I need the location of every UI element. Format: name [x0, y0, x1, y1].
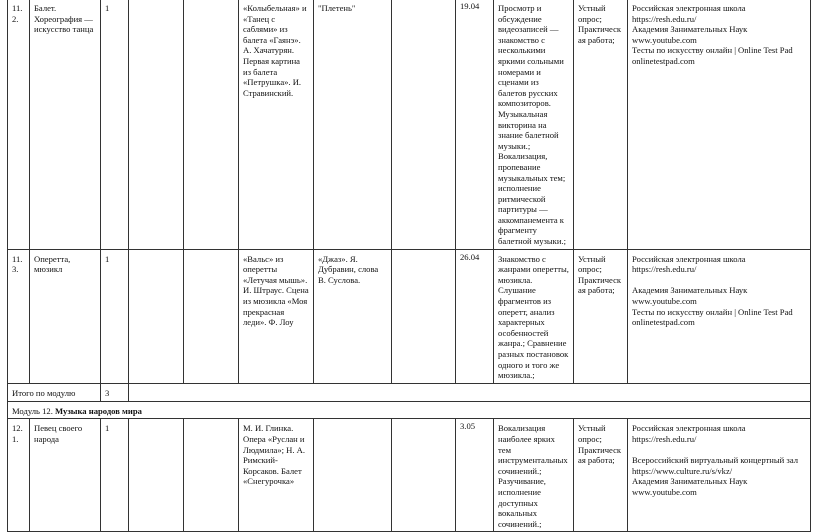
lesson-hours: 1 — [101, 0, 129, 249]
lesson-resources: Российская электронная школа https://resh.edu.ru/ Всероссийский виртуальный концертный зал https://www.culture.ru/s/vkz/ Академия Занимательных Наук www.youtube.com — [628, 419, 811, 532]
table-row — [8, 249, 811, 383]
lesson-repertoire: М. И. Глинка. Опера «Руслан и Людмила»; Н. А. Римский-Корсаков. Балет «Снегурочка» — [239, 419, 314, 532]
empty-cell — [392, 249, 456, 383]
lesson-date: 19.04 — [456, 0, 494, 249]
lesson-date: 26.04 — [456, 249, 494, 383]
lesson-topic: Оперетта, мюзикл — [30, 249, 101, 383]
module-prefix: Модуль 12. — [12, 405, 53, 416]
lesson-hours: 1 — [101, 249, 129, 383]
lesson-number: 12.1. — [8, 419, 30, 532]
table-row — [8, 0, 811, 249]
lesson-resources: Российская электронная школа https://resh.edu.ru/ Академия Занимательных Наук www.youtube.com Тесты по искусству онлайн | Online Test Pad onlinetestpad.com — [628, 249, 811, 383]
lesson-topic: Певец своего народа — [30, 419, 101, 532]
empty-cell — [392, 419, 456, 532]
module-title: Музыка народов мира — [55, 405, 142, 416]
empty-cell — [129, 419, 184, 532]
table-row — [8, 419, 811, 532]
lesson-number: 11.3. — [8, 249, 30, 383]
lesson-date: 3.05 — [456, 419, 494, 532]
lesson-repertoire: «Вальс» из оперетты «Летучая мышь». И. Штраус. Сцена из мюзикла «Моя прекрасная леди». Ф. Лоу — [239, 249, 314, 383]
empty-cell — [129, 383, 811, 401]
lesson-song — [314, 419, 392, 532]
empty-cell — [392, 0, 456, 249]
empty-cell — [184, 419, 239, 532]
module-header — [8, 401, 811, 419]
empty-cell — [129, 0, 184, 249]
empty-cell — [129, 249, 184, 383]
module-header-row — [8, 401, 811, 419]
module-total-label: Итого по модулю — [8, 383, 101, 401]
module-total-row — [8, 383, 811, 401]
lesson-resources: Российская электронная школа https://resh.edu.ru/ Академия Занимательных Наук www.youtube.com Тесты по искусству онлайн | Online Test Pad onlinetestpad.com — [628, 0, 811, 249]
lesson-control: Устный опрос; Практическая работа; — [574, 249, 628, 383]
lesson-activities: Знакомство с жанрами оперетты, мюзикла. Слушание фрагментов из оперетт, анализ характерных особенностей жанра.; Сравнение разных постановок одного и того же мюзикла.; — [494, 249, 574, 383]
lesson-song: «Джаз». Я. Дубравин, слова В. Суслова. — [314, 249, 392, 383]
lesson-topic: Балет. Хореография — искусство танца — [30, 0, 101, 249]
empty-cell — [184, 0, 239, 249]
lesson-control: Устный опрос; Практическая работа; — [574, 0, 628, 249]
module-total-hours: 3 — [101, 383, 129, 401]
lesson-repertoire: «Колыбельная» и «Танец с саблями» из балета «Гаянэ». А. Хачатурян. Первая картина из балета «Петрушка». И. Стравинский. — [239, 0, 314, 249]
lesson-hours: 1 — [101, 419, 129, 532]
lesson-song: "Плетень" — [314, 0, 392, 249]
lesson-control: Устный опрос; Практическая работа; — [574, 419, 628, 532]
lesson-activities: Просмотр и обсуждение видеозаписей — знакомство с несколькими яркими сольными номерами и сценами из балетов русских композиторов. Музыкальная викторина на знание балетной музыки.; Вокализация, пропевание музыкальных тем; исполнение ритмической партитуры — аккомпанемента к фрагменту балетной музыки.; — [494, 0, 574, 249]
lesson-activities: Вокализация наиболее ярких тем инструментальных сочинений.; Разучивание, исполнение доступных вокальных сочинений.; — [494, 419, 574, 532]
empty-cell — [184, 249, 239, 383]
curriculum-table — [7, 0, 811, 532]
lesson-number: 11.2. — [8, 0, 30, 249]
